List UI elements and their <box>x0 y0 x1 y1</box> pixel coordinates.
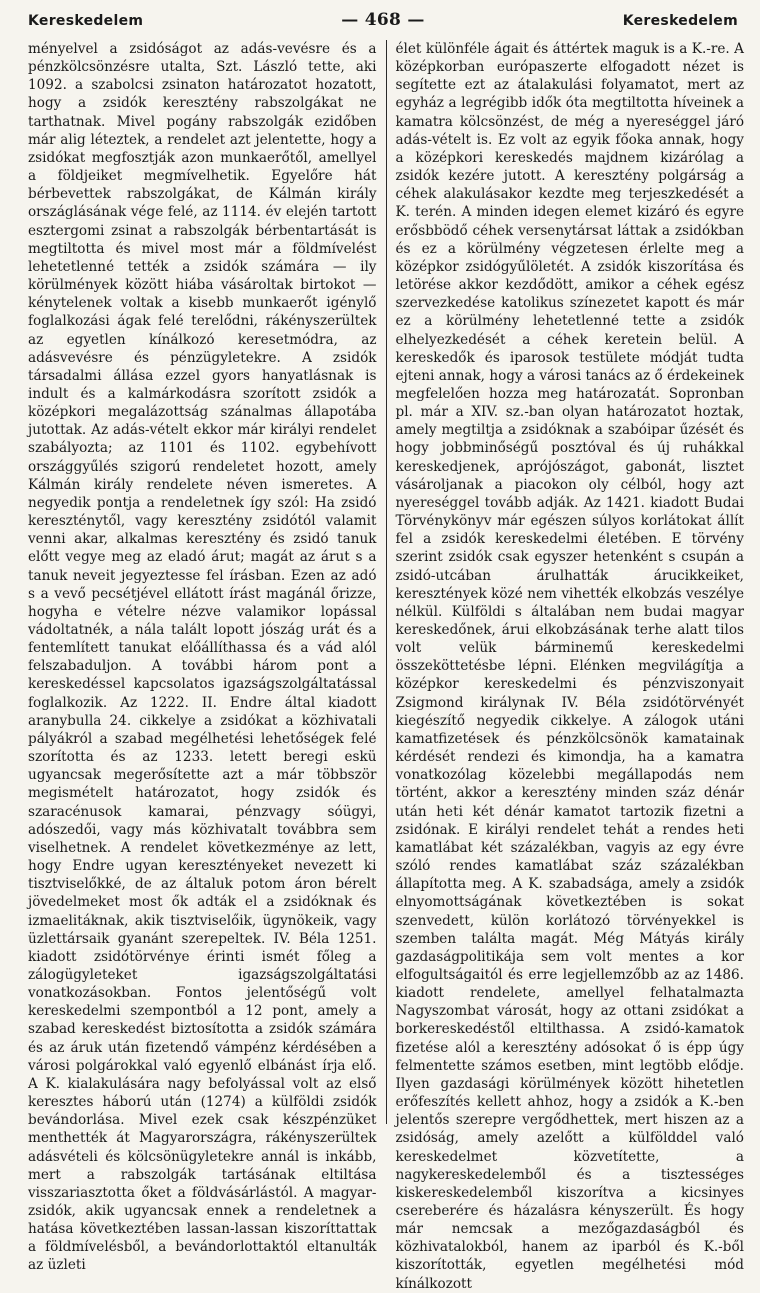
page-number: — 468 — <box>341 10 425 30</box>
header-left-title: Kereskedelem <box>28 13 144 29</box>
running-header <box>28 10 738 32</box>
right-column <box>395 40 745 1292</box>
header-right-title: Kereskedelem <box>622 13 738 29</box>
right-column-text: élet különféle ágait és áttértek maguk is a K.-re. A középkorban európaszerte elfogadott nézet is segítette ezt az átalakulási folyamatot, mert az egyház a legrégibb idők óta megtiltotta híveinek a kamatra kölcsönzést, de még a nyereséggel járó adás-vételt is. Ez volt az egyik főoka annak, hogy a középkori kereskedés majdnem kizárólag a zsidók kezére jutott. A keresztény polgárság a céhek alakulásakor kezdte meg terjeszkedését a K. terén. A minden idegen elemet kizáró és egyre erősbbödő céhek versenytársat láttak a zsidókban és ez a körülmény végzetesen érlelte meg a középkor zsidógyűlöletét. A zsidók kiszorítása és letörése akkor kezdődött, amikor a céhek egész szervezkedése katolikus színezetet kapott és már ez a körülmény lehetetlenné tette a zsidók elhelyezkedését a céhek keretein belül. A kereskedők és iparosok testülete módját tudta ejteni annak, hogy a városi tanács az ő érdekeinek megfelelően hozza meg határozatát. Sopronban pl. már a XIV. sz.-ban olyan határozatot hoztak, amely megtiltja a zsidóknak a szabóipar űzését és hogy jobbminőségű posztóval és új ruhákkal kereskedjenek, aprójószágot, gabonát, lisztet vásároljanak a piacokon oly célból, hogy azt nyereséggel tovább adják. Az 1421. kiadott Budai Törvénykönyv már egészen súlyos korlátokat állít fel a zsidók kereskedelmi életében. E törvény szerint zsidók csak egyszer hetenként s csupán a zsidó-utcában árulhatták árucikkeiket, keresztények közé nem vihették elkobzás veszélye nélkül. Külföldi s általában nem budai magyar kereskedőnek, árui elkobzásának terhe alatt tilos volt velük bárminemű kereskedelmi összeköttetésbe lépni. Elénken megvilágítja a középkor kereskedelmi és pénzviszonyait Zsigmond királynak IV. Béla zsidótörvényét kiegészítő negyedik cikkelye. A zálogok utáni kamatfizetések és pénzkölcsönök kamatainak kérdését rendezi és kimondja, ha a kamatra vonatkozólag közelebbi megállapodás nem történt, akkor a keresztény minden száz dénár után heti két dénár kamatot tartozik fizetni a zsidónak. E királyi rendelet tehát a rendes heti kamatlábat két százalékban, vagyis az egy évre szóló rendes kamatlábat száz százalékban állapította meg. A K. szabadsága, amely a zsidók elnyomottságának következtében is sokat szenvedett, külön korlátozó törvényekkel is szemben találta magát. Még Mátyás király gazdaságpolitikája sem volt mentes a kor elfogultságaitól és erre legjellemzőbb az az 1486. kiadott rendelete, amellyel felhatalmazta Nagyszombat városát, hogy az ottani zsidókat a borkereskedéstől eltilthassa. A zsidó-kamatok fizetése alól a keresztény adósokat ő is épp úgy felmentette számos esetben, mint legtöbb elődje. Ilyen gazdasági körülmények között hihetetlen erőfeszítés kellett ahhoz, hogy a zsidók a K.-ben jelentős szerepre vergődhettek, mert hiszen az a zsidóság, amely azelőtt a külfölddel való kereskedelmet közvetítette, a nagykereskedelemből és a tisztességes kiskereskedelemből kiszorítva a kicsinyes csereberére és házalásra kényszerült. És hogy már nemcsak a mezőgazdaságból és közhivatalokból, hanem az iparból és K.-ből kiszorították, egyetlen megélhetési mód kínálkozott <box>395 41 744 1292</box>
left-column-text: ményelvel a zsidóságot az adás-vevésre és a pénzkölcsönzésre utalta, Szt. László tette, aki 1092. a szabolcsi zsinaton határozatot hozatott, hogy a zsidók keresztény rabszolgákat ne tarthatnak. Mivel pogány rabszolgák ezidőben már alig léteztek, a rendelet azt jelentette, hogy a zsidókat megfosztják azon munkaerőtől, amellyel a földjeiket megmívelhetik. Egyelőre hát bérbevettek rabszolgákat, de Kálmán király országlásának vége felé, az 1114. év elején tartott esztergomi zsinat a rabszolgák bérbentartását is megtiltotta és mivel most már a földmívelést lehetetlenné tették a zsidók számára — ily körülmények között hiába vásároltak birtokot — kénytelenek voltak a kisebb munkaerőt igénylő foglalkozási ágak felé terelődni, rákényszerültek az egyetlen kínálkozó keresetmódra, az adásvevésre és pénzügyletekre. A zsidók társadalmi állása ezzel gyors hanyatlásnak is indult és a kalmárkodásra szorított zsidók a középkori megalázottság szánalmas állapotába jutottak. Az adás-vételt ekkor már királyi rendelet szabályozta; az 1101 és 1102. egybehívott országgyűlés szigorú rendeletet hozott, amely Kálmán király rendelete néven ismeretes. A negyedik pontja a rendeletnek így szól: Ha zsidó kereszténytől, vagy keresztény zsidótól valamit venni akar, alkalmas keresztény és zsidó tanuk előtt vegye meg az eladó árut; magát az árut s a tanuk neveit jegyeztesse fel írásban. Ezen az adó s a vevő pecsétjével ellátott írást magánál őrizze, hogyha e vételre nézve valamikor lopással vádoltatnék, a nála talált lopott jószág urát és a fentemlített tanukat előállíthassa és a vád alól felszabaduljon. A további három pont a kereskedéssel kapcsolatos igazságszolgáltatással foglalkozik. Az 1222. II. Endre által kiadott aranybulla 24. cikkelye a zsidókat a közhivatali pályákról a szabad megélhetési lehetőségek felé szorította és az 1233. letett beregi eskü ugyancsak megerősítette azt a már többször megismételt határozatot, hogy zsidók és szaracénusok kamarai, pénzvagy sóügyi, adószedői, vagy más közhivatalt továbbra sem viselhetnek. A rendelet következménye az lett, hogy Endre ugyan keresztényeket nevezett ki tisztviselőkké, de az általuk potom áron bérelt jövedelmeket most ők adták el a zsidóknak és izmaelitáknak, akik tisztviselőik, ügynökeik, vagy üzlettársaik gyanánt szerepeltek. IV. Béla 1251. kiadott zsidótörvénye érinti ismét főleg a zálogügyleteket igazságszolgáltatási vonatkozásokban. Fontos jelentőségű volt kereskedelmi szempontból a 12 pont, amely a szabad kereskedést biztosította a zsidók számára és az áruk után fizetendő vámpénz kérdésében a városi polgárokkal való egyenlő elbánást írja elő. A K. kialakulására nagy befolyással volt az első keresztes háború után (1274) a külföldi zsidók bevándorlása. Mivel ezek csak készpénzüket menthették át Magyarországra, rákényszerültek adásvételi és kölcsönügyletekre annál is inkább, mert a rabszolgák tartásának eltiltása visszariasztotta őket a földvásárlástól. A magyar-zsidók, akik ugyancsak ennek a rendeletnek a hatása következtében lassan-lassan kiszoríttattak a földmívelésből, a bevándorlottaktól eltanulták az üzleti <box>28 41 377 1274</box>
column-divider <box>386 40 387 1124</box>
body-columns <box>28 40 744 1292</box>
left-column <box>28 40 377 1274</box>
